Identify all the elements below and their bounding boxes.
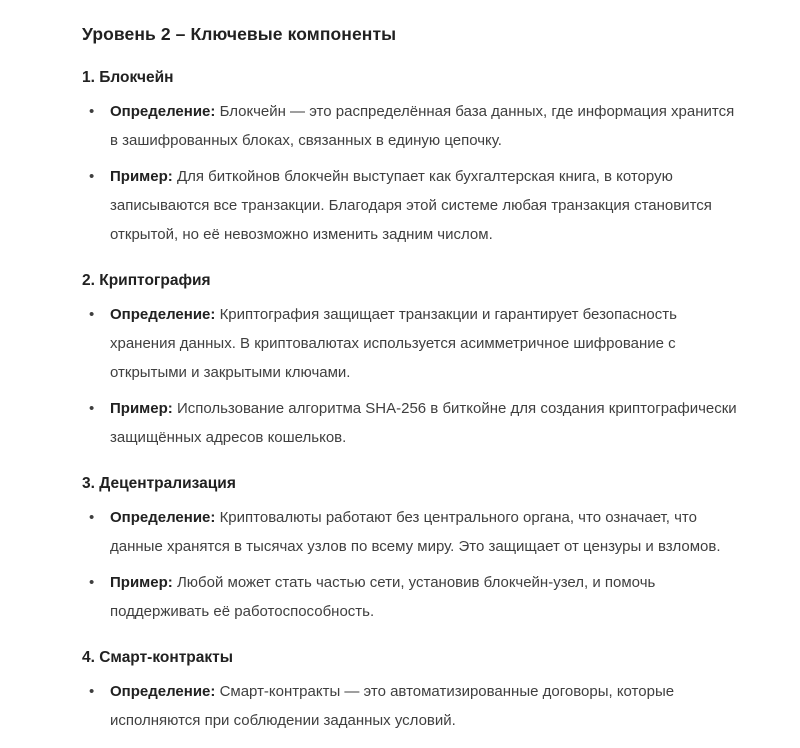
item-text: Для биткойнов блокчейн выступает как бухгалтерская книга, в которую записываются все транзакции. Благодаря этой системе любая транзакция становится открытой, но её невозможно изменить задним числом. <box>110 168 712 243</box>
bullet-list <box>82 300 745 452</box>
item-text: Блокчейн — это распределённая база данных, где информация хранится в зашифрованных блоках, связанных в единую цепочку. <box>110 103 735 149</box>
item-label: Определение: <box>110 683 216 700</box>
item-label: Пример: <box>110 574 173 591</box>
item-label: Определение: <box>110 509 216 526</box>
section-heading: 2. Криптография <box>82 272 211 289</box>
bullet-item <box>82 568 745 626</box>
bullet-item <box>82 97 745 155</box>
bullet-item <box>82 677 745 735</box>
item-text: Криптовалюты работают без центрального органа, что означает, что данные хранятся в тысячах узлов по всему миру. Это защищает от цензуры и взломов. <box>110 509 721 555</box>
bullet-item <box>82 394 745 452</box>
item-label: Определение: <box>110 103 216 120</box>
section <box>82 270 745 452</box>
section <box>82 647 745 735</box>
bullet-item <box>82 162 745 249</box>
item-text: Смарт-контракты — это автоматизированные договоры, которые исполняются при соблюдении заданных условий. <box>110 683 675 729</box>
item-label: Пример: <box>110 400 173 417</box>
section <box>82 67 745 249</box>
bullet-list <box>82 97 745 249</box>
bullet-item <box>82 503 745 561</box>
item-label: Пример: <box>110 168 173 185</box>
section-heading: 4. Смарт-контракты <box>82 649 233 666</box>
bullet-list <box>82 503 745 626</box>
item-text: Криптография защищает транзакции и гарантирует безопасность хранения данных. В криптовалютах используется асимметричное шифрование с открытыми и закрытыми ключами. <box>110 306 677 381</box>
section-heading: 3. Децентрализация <box>82 475 236 492</box>
item-text: Использование алгоритма SHA-256 в биткойне для создания криптографически защищённых адресов кошельков. <box>110 400 737 446</box>
bullet-item <box>82 300 745 387</box>
item-text: Любой может стать частью сети, установив блокчейн-узел, и помочь поддерживать её работоспособность. <box>110 574 656 620</box>
section <box>82 473 745 626</box>
document-body <box>82 67 745 735</box>
page-title: Уровень 2 – Ключевые компоненты <box>82 24 397 44</box>
bullet-list <box>82 677 745 735</box>
item-label: Определение: <box>110 306 216 323</box>
section-heading: 1. Блокчейн <box>82 69 174 86</box>
